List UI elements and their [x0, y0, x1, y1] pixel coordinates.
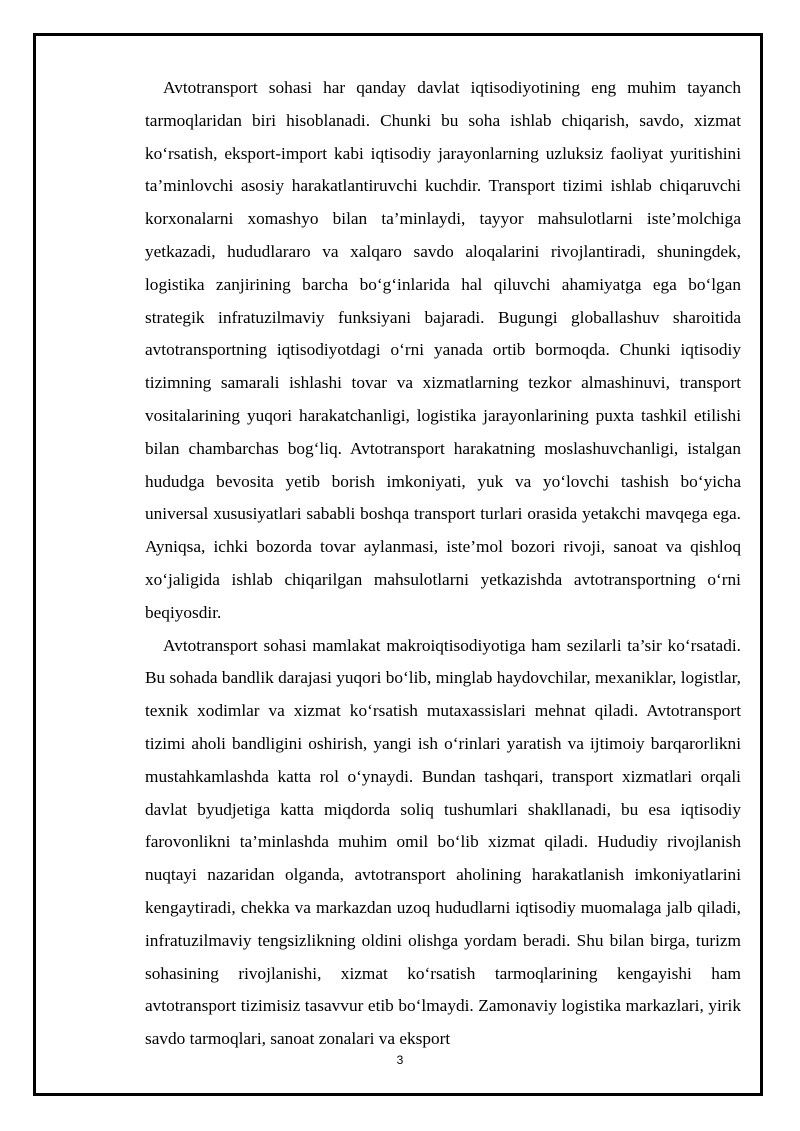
page-number: 3 — [396, 1053, 404, 1067]
paragraph-1: Avtotransport sohasi har qanday davlat iqtisodiyotining eng muhim tayanch tarmoqlaridan biri hisoblanadi. Chunki bu soha ishlab chiqarish, savdo, xizmat ko‘rsatish, eksport-import kabi iqtisodiy jarayonlarning uzluksiz faoliyat yuritishini ta’minlovchi asosiy harakatlantiruvchi kuchdir. Transport tizimi ishlab chiqaruvchi korxonalarni xomashyo bilan ta’minlaydi, tayyor mahsulotlarni iste’molchiga yetkazadi, hududlararo va xalqaro savdo aloqalarini rivojlantiradi, shuningdek, logistika zanjirining barcha bo‘g‘inlarida hal qiluvchi ahamiyatga ega bo‘lgan strategik infratuzilmaviy funksiyani bajaradi. Bugungi globallashuv sharoitida avtotransportning iqtisodiyotdagi o‘rni yanada ortib bormoqda. Chunki iqtisodiy tizimning samarali ishlashi tovar va xizmatlarning tezkor almashinuvi, transport vositalarining yuqori harakatchanligi, logistika jarayonlarining puxta tashkil etilishi bilan chambarchas bog‘liq. Avtotransport harakatning moslashuvchanligi, istalgan hududga bevosita yetib borish imkoniyati, yuk va yo‘lovchi tashish bo‘yicha universal xususiyatlari sababli boshqa transport turlari orasida yetakchi mavqega ega. Ayniqsa, ichki bozorda tovar aylanmasi, iste’mol bozori rivoji, sanoat va qishloq xo‘jaligida ishlab chiqarilgan mahsulotlarni yetkazishda avtotransportning o‘rni beqiyosdir. — [145, 78, 741, 622]
paragraph-2: Avtotransport sohasi mamlakat makroiqtisodiyotiga ham sezilarli ta’sir ko‘rsatadi. Bu sohada bandlik darajasi yuqori bo‘lib, minglab haydovchilar, mexaniklar, logistlar, texnik xodimlar va xizmat ko‘rsatish mutaxassislari mehnat qiladi. Avtotransport tizimi aholi bandligini oshirish, yangi ish o‘rinlari yaratish va ijtimoiy barqarorlikni mustahkamlashda katta rol o‘ynaydi. Bundan tashqari, transport xizmatlari orqali davlat byudjetiga katta miqdorda soliq tushumlari shakllanadi, bu esa iqtisodiy farovonlikni ta’minlashda muhim omil bo‘lib xizmat qiladi. Hududiy rivojlanish nuqtayi nazaridan olganda, avtotransport aholining harakatlanish imkoniyatlarini kengaytiradi, chekka va markazdan uzoq hududlarni iqtisodiy muomalaga jalb qiladi, infratuzilmaviy tengsizlikning oldini olishga yordam beradi. Shu bilan birga, turizm sohasining rivojlanishi, xizmat ko‘rsatish tarmoqlarining kengayishi ham avtotransport tizimisiz tasavvur etib bo‘lmaydi. Zamonaviy logistika markazlari, yirik savdo tarmoqlari, sanoat zonalari va eksport — [145, 635, 741, 1049]
document-body — [145, 72, 741, 1056]
